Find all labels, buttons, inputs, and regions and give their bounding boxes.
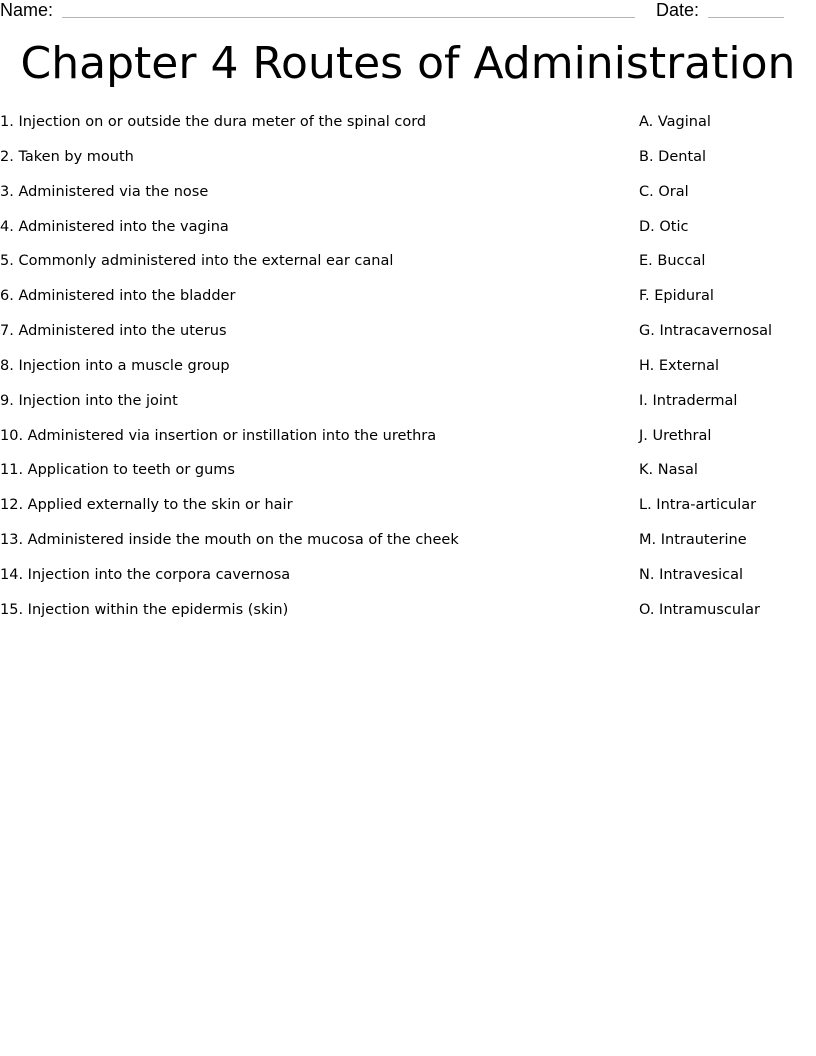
question-item: 4. Administered into the vagina [0, 218, 229, 235]
question-item: 12. Applied externally to the skin or hair [0, 497, 293, 514]
answer-item: G. Intracavernosal [639, 323, 773, 340]
question-item: 6. Administered into the bladder [0, 288, 236, 305]
answer-item: I. Intradermal [639, 392, 738, 409]
question-item: 5. Commonly administered into the external ear canal [0, 253, 394, 270]
question-item: 13. Administered inside the mouth on the mucosa of the cheek [0, 532, 459, 549]
page-title: Chapter 4 Routes of Administration [20, 38, 796, 89]
worksheet-header [0, 0, 816, 24]
question-item: 8. Injection into a muscle group [0, 357, 230, 374]
date-label: Date: [656, 0, 700, 20]
name-blank-line [62, 17, 635, 18]
question-item: 2. Taken by mouth [0, 148, 134, 165]
answer-list [639, 111, 814, 634]
question-item: 1. Injection on or outside the dura meter of the spinal cord [0, 114, 427, 130]
answer-item: J. Urethral [639, 427, 712, 444]
question-item: 10. Administered via insertion or instillation into the urethra [0, 427, 437, 444]
question-item: 15. Injection within the epidermis (skin) [0, 601, 289, 618]
answer-item: F. Epidural [639, 288, 714, 305]
answer-item: C. Oral [639, 183, 689, 200]
question-item: 7. Administered into the uterus [0, 323, 227, 340]
answer-item: M. Intrauterine [639, 532, 747, 549]
answer-item: K. Nasal [639, 462, 698, 479]
question-item: 9. Injection into the joint [0, 392, 178, 409]
answer-item: L. Intra-articular [639, 497, 757, 514]
answer-item: N. Intravesical [639, 566, 744, 583]
answer-item: O. Intramuscular [639, 601, 760, 618]
answer-item: B. Dental [639, 148, 707, 165]
date-blank-line [708, 17, 784, 18]
question-item: 11. Application to teeth or gums [0, 462, 235, 479]
answer-item: H. External [639, 357, 720, 374]
answer-item: A. Vaginal [639, 114, 711, 130]
question-item: 3. Administered via the nose [0, 183, 209, 200]
question-item: 14. Injection into the corpora cavernosa [0, 566, 291, 583]
answer-item: E. Buccal [639, 253, 706, 270]
question-list [0, 111, 620, 634]
name-label: Name: [0, 0, 54, 20]
answer-item: D. Otic [639, 218, 689, 235]
